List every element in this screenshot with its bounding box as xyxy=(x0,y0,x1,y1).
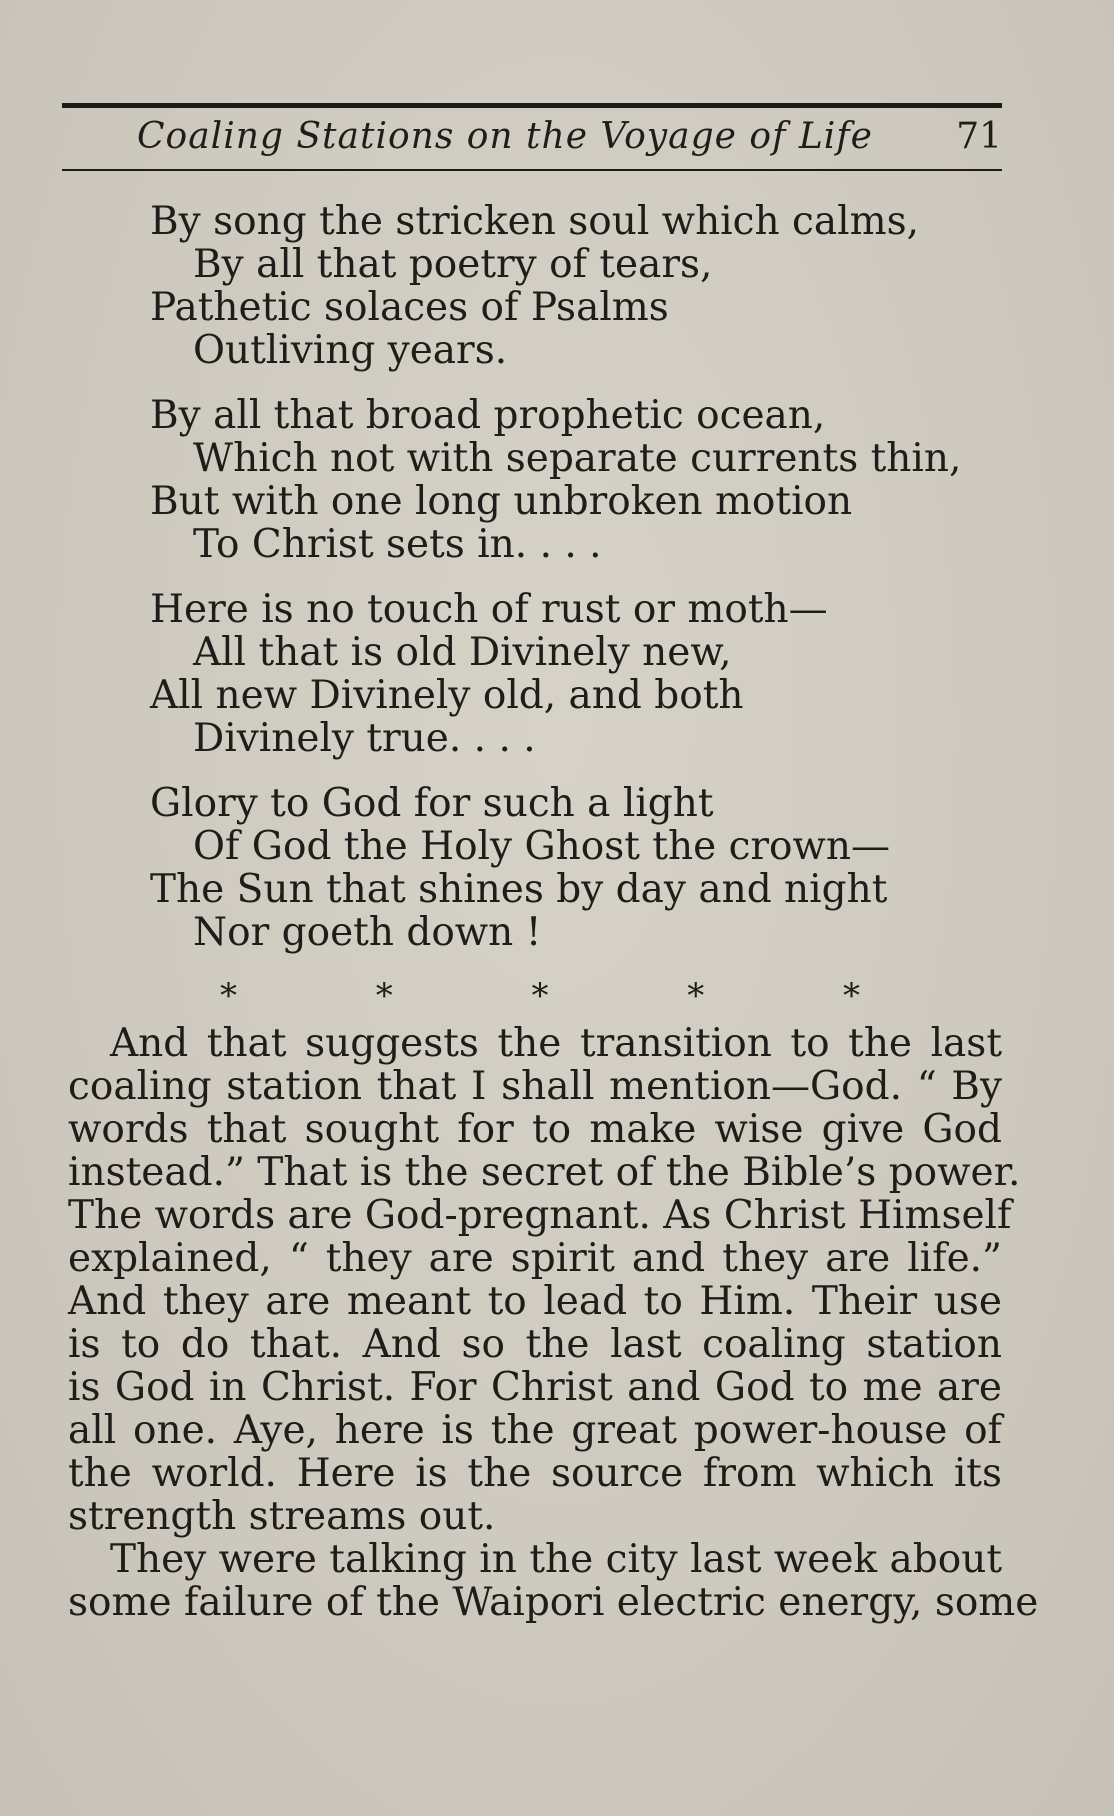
text-line: is God in Christ. For Christ and God to me are xyxy=(68,1365,1002,1410)
body-text xyxy=(68,1021,1039,1625)
poem-line: Glory to God for such a light xyxy=(150,781,714,826)
poem-line: By all that broad prophetic ocean, xyxy=(150,393,826,438)
section-separator xyxy=(220,976,860,1016)
text-line: The words are God-pregnant. As Christ Himself xyxy=(68,1193,1012,1238)
poem-line: Which not with separate currents thin, xyxy=(193,436,962,481)
poem-line: To Christ sets in. . . . xyxy=(193,522,602,567)
poem-line: But with one long unbroken motion xyxy=(150,479,853,524)
asterisk: * xyxy=(220,976,237,1016)
asterisk: * xyxy=(375,976,393,1016)
text-line: coaling station that I shall mention—God. “ By xyxy=(68,1064,1002,1109)
text-line: explained, “ they are spirit and they are life.” xyxy=(68,1236,1002,1281)
poem-stanza xyxy=(150,394,1010,566)
text-line: the world. Here is the source from which its xyxy=(68,1451,1002,1496)
poem-line: Pathetic solaces of Psalms xyxy=(150,285,669,330)
text-line: And they are meant to lead to Him. Their use xyxy=(68,1279,1002,1324)
poem-line: All new Divinely old, and both xyxy=(150,673,744,718)
poem-line: Here is no touch of rust or moth— xyxy=(150,587,828,632)
text-line: instead.” That is the secret of the Bible’s power. xyxy=(68,1150,1021,1195)
poem-line: By song the stricken soul which calms, xyxy=(150,199,919,244)
text-line: And that suggests the transition to the last xyxy=(110,1021,1002,1066)
poem-line: Divinely true. . . . xyxy=(193,716,536,761)
asterisk: * xyxy=(843,976,860,1016)
text-line: strength streams out. xyxy=(68,1494,496,1539)
text-line: They were talking in the city last week about xyxy=(110,1537,1002,1582)
text-line: some failure of the Waipori electric energy, some xyxy=(68,1580,1039,1625)
text-line: is to do that. And so the last coaling station xyxy=(68,1322,1002,1367)
asterisk: * xyxy=(687,976,705,1016)
text-line: words that sought for to make wise give God xyxy=(68,1107,1002,1152)
poem-stanza xyxy=(150,200,1010,372)
poem-line: The Sun that shines by day and night xyxy=(150,867,888,912)
running-head xyxy=(62,112,1002,166)
text-line: all one. Aye, here is the great power-house of xyxy=(68,1408,1002,1453)
poem-line: Nor goeth down ! xyxy=(193,910,542,955)
poem xyxy=(150,200,1010,976)
poem-line: Of God the Holy Ghost the crown— xyxy=(193,824,891,869)
poem-line: All that is old Divinely new, xyxy=(193,630,732,675)
header-rule-top xyxy=(62,103,1002,108)
poem-line: Outliving years. xyxy=(193,328,508,373)
running-title: Coaling Stations on the Voyage of Life xyxy=(137,116,873,157)
header-rule-bottom xyxy=(62,169,1002,171)
poem-stanza xyxy=(150,588,1010,760)
page-number: 71 xyxy=(956,116,1002,157)
asterisk: * xyxy=(531,976,549,1016)
poem-stanza xyxy=(150,782,1010,954)
poem-line: By all that poetry of tears, xyxy=(193,242,713,287)
